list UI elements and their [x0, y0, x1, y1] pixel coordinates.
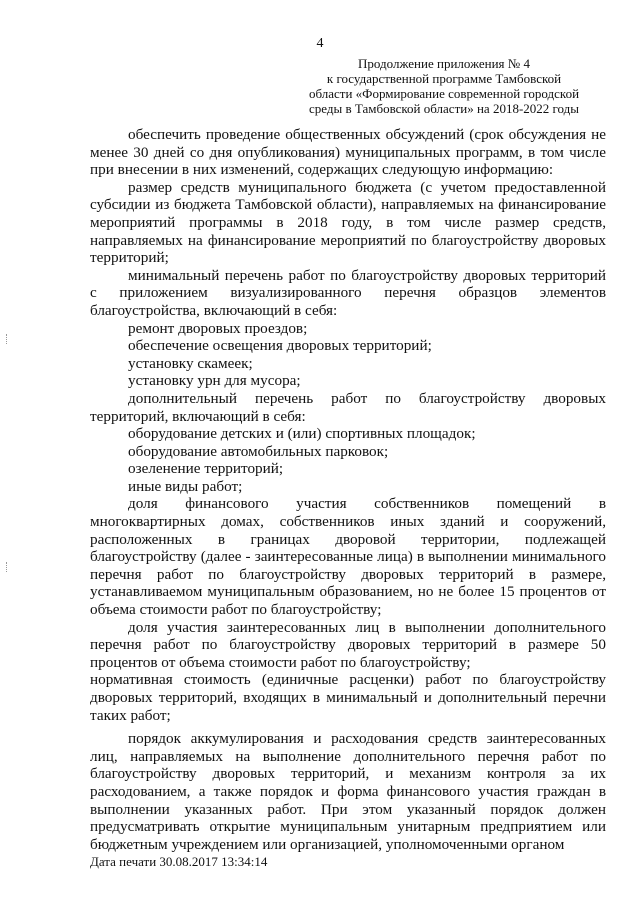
paragraph: дополнительный перечень работ по благоустройству дворовых территорий, включающий в себя: — [90, 389, 606, 425]
appendix-header-line: среды в Тамбовской области» на 2018-2022 годы — [308, 101, 580, 116]
paragraph: обеспечить проведение общественных обсуждений (срок обсуждения не менее 30 дней со дня опубликования) муниципальных программ, в том числе при внесении в них изменений, содержащих следующую информацию: — [90, 126, 606, 179]
page-number: 4 — [316, 36, 324, 51]
list-item: оборудование детских и (или) спортивных площадок; — [128, 425, 476, 443]
paragraph: порядок аккумулирования и расходования средств заинтересованных лиц, направляемых на выполнение дополнительного перечня работ по благоустройству дворовых территорий, и механизм контроля за их расходованием, а также порядок и форма финансового участия граждан в выполнении указанных работ. При этом указанный порядок должен предусматривать открытие муниципальным унитарным предприятием или бюджетным учреждением или организацией, уполномоченными органом — [90, 730, 606, 853]
list-item: иные виды работ; — [128, 477, 243, 495]
appendix-header-line: Продолжение приложения № 4 — [358, 56, 530, 71]
scan-artifact-mark — [6, 334, 10, 344]
paragraph: нормативная стоимость (единичные расценки) работ по благоустройству дворовых территорий, входящих в минимальный и дополнительный перечни таких работ; — [90, 671, 606, 724]
list-item: обеспечение освещения дворовых территорий; — [128, 337, 432, 355]
list-item: ремонт дворовых проездов; — [128, 319, 308, 337]
paragraph: доля участия заинтересованных лиц в выполнении дополнительного перечня работ по благоустройству дворовых территорий в размере 50 процентов от объема стоимости работ по благоустройству; — [90, 618, 606, 671]
scan-artifact-mark — [6, 562, 10, 572]
list-item: озеленение территорий; — [128, 460, 284, 478]
appendix-header-line: области «Формирование современной городской — [308, 86, 580, 101]
document-body — [90, 126, 606, 853]
appendix-header — [294, 56, 594, 116]
list-item: установку урн для мусора; — [128, 372, 301, 390]
list-item: оборудование автомобильных парковок; — [128, 442, 389, 460]
list-item: установку скамеек; — [128, 354, 253, 372]
paragraph: минимальный перечень работ по благоустройству дворовых территорий с приложением визуализированного перечня образцов элементов благоустройства, включающий в себя: — [90, 266, 606, 319]
paragraph: доля финансового участия собственников помещений в многоквартирных домах, собственников иных зданий и сооружений, расположенных в границах дворовой территории, подлежащей благоустройству (далее - заинтересованные лица) в выполнении минимального перечня работ по благоустройству дворовых территорий в размере, устанавливаемом муниципальным образованием, но не более 15 процентов от объема стоимости работ по благоустройству; — [90, 495, 606, 619]
paragraph: размер средств муниципального бюджета (с учетом предоставленной субсидии из бюджета Тамбовской области), направляемых на финансирование мероприятий программы в 2018 году, в том числе размер средств, направляемых на финансирование мероприятий по благоустройству дворовых территорий; — [90, 178, 606, 267]
print-date: Дата печати 30.08.2017 13:34:14 — [90, 854, 268, 869]
appendix-header-line: к государственной программе Тамбовской — [326, 71, 562, 86]
